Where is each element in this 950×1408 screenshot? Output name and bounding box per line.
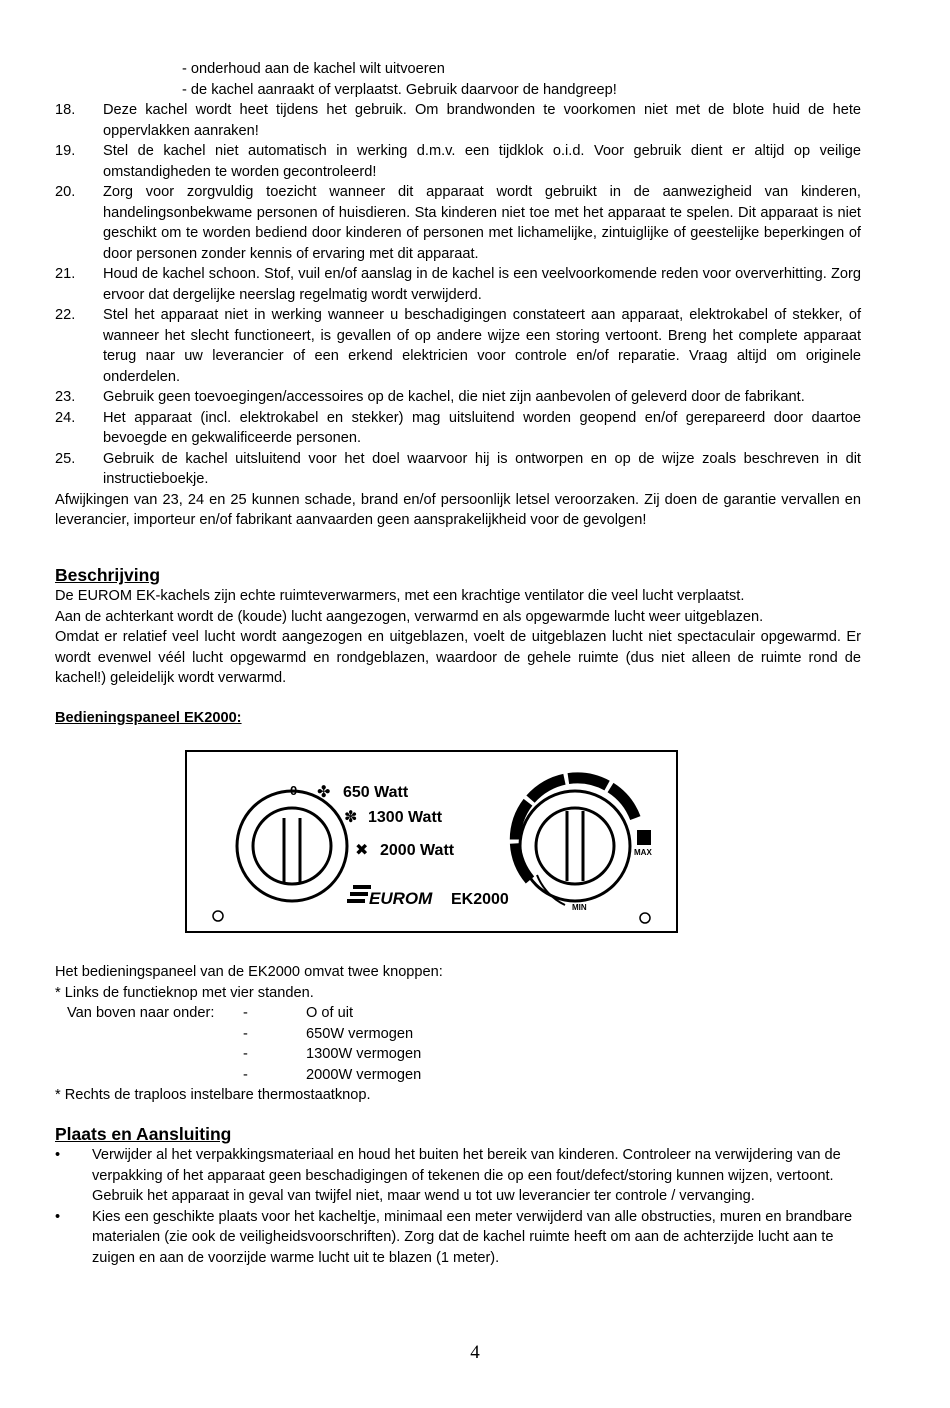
min-label: MIN — [572, 903, 587, 912]
item-text: Gebruik de kachel uitsluitend voor het doel waarvoor hij is ontworpen en op de wijze zoals beschreven in dit instructieboekje. — [103, 450, 861, 487]
bullet-item — [55, 1145, 861, 1207]
dash: - — [243, 1046, 248, 1062]
item-number: 18. — [55, 102, 76, 118]
list-item — [55, 408, 861, 449]
control-panel-diagram — [185, 750, 679, 934]
brand-name: EUROM — [369, 889, 433, 908]
bullet-item — [55, 1207, 861, 1269]
section-plaats — [55, 1123, 861, 1268]
paragraph: * Links de functieknop met vier standen. — [55, 984, 314, 1001]
item-text: Zorg voor zorgvuldig toezicht wanneer dit apparaat wordt gebruikt in de aanwezigheid van kinderen, handelingsonbekwame personen of huisdieren. Sta kinderen niet toe met het apparaat te spelen. Dit apparaat is niet geschikt om te worden bediend door kinderen of personen met lichamelijke, zintuiglijke of geestelijke beperkingen of door personen zonder kennis of ervaring met dit apparaat. — [103, 184, 861, 262]
list-item — [55, 449, 861, 490]
fan-icon: ✖ — [355, 842, 369, 859]
paragraph: Het bedieningspaneel van de EK2000 omvat twee knoppen: — [55, 964, 443, 980]
dash: - — [243, 1005, 248, 1021]
mode-item: 650W vermogen — [306, 1025, 414, 1042]
item-text: Stel het apparaat niet in werking wanneer u beschadigingen constateert aan apparaat, elektrokabel of stekker, of wanneer het slecht functioneert, is gevallen of op andere wijze een storing vertoont. Breng het complete apparaat terug naar uw leverancier of een erkend elektricien voor controle en/of reparatie. Vraag altijd om originele onderdelen. — [103, 307, 861, 385]
item-text: Deze kachel wordt heet tijdens het gebruik. Om brandwonden te voorkomen niet met de blote huid de hete oppervlakken aanraken! — [103, 102, 861, 139]
paragraph: Omdat er relatief veel lucht wordt aangezogen en uitgeblazen, voelt de uitgeblazen lucht niet spectaculair opgewarmd. Er wordt evenwel véél lucht opgewarmd en rondgeblazen, waardoor de gehele ruimte (dus niet alleen de ruimte rond de kachel!) geleidelijk wordt verwarmd. — [55, 629, 861, 686]
list-item — [55, 141, 861, 182]
sub-item: - de kachel aanraakt of verplaatst. Gebruik daarvoor de handgreep! — [182, 81, 617, 98]
item-number: 24. — [55, 409, 76, 426]
dash: - — [243, 1025, 248, 1042]
item-number: 21. — [55, 266, 76, 282]
bullet-text: Verwijder al het verpakkingsmateriaal en houd het buiten het bereik van kinderen. Controleer na verwijdering van de verpakking of het apparaat geen beschadigingen of tekenen die op een fout/defect/storing kunnen wijzen, vertoont. Gebruik het apparaat in geval van twijfel niet, maar wend u tot uw leverancier ter controle / vervanging. — [92, 1147, 841, 1204]
fan-icon: ✽ — [344, 809, 358, 826]
panel-heading: Bedieningspaneel EK2000: — [55, 710, 242, 726]
item-number: 22. — [55, 307, 76, 323]
max-label: MAX — [634, 848, 652, 857]
item-number: 23. — [55, 389, 76, 405]
item-text: Gebruik geen toevoegingen/accessoires op de kachel, die niet zijn aanbevolen of geleverd door de fabrikant. — [103, 389, 805, 405]
item-text: Houd de kachel schoon. Stof, vuil en/of aanslag in de kachel is een veelvoorkomende reden voor oververhitting. Zorg ervoor dat dergelijke neerslag regelmatig wordt verwijderd. — [103, 266, 861, 303]
dash: - — [243, 1066, 248, 1083]
bullet-icon: • — [55, 1147, 61, 1163]
sub-item: - onderhoud aan de kachel wilt uitvoeren — [182, 61, 445, 77]
model-name: EK2000 — [451, 891, 509, 908]
item-text: Het apparaat (incl. elektrokabel en stekker) mag uitsluitend worden geopend en/of gerepareerd door daartoe bevoegde en gekwalificeerde personen. — [103, 409, 861, 446]
bullet-text: Kies een geschikte plaats voor het kacheltje, minimaal een meter verwijderd van alle obstructies, muren en brandbare materialen (zie ook de veiligheidsvoorschriften). Zorg dat de kachel ruimte heeft om aan de achterzijde lucht aan te zuigen en aan de voorzijde warme lucht uit te blazen (1 meter). — [92, 1208, 853, 1266]
power-2000: 2000 Watt — [380, 842, 455, 859]
list-item — [55, 182, 861, 264]
list-item — [55, 305, 861, 387]
list-item — [55, 264, 861, 305]
position-zero: 0 — [290, 783, 298, 798]
page-number: 4 — [470, 1342, 480, 1363]
warning-text: Afwijkingen van 23, 24 en 25 kunnen schade, brand en/of persoonlijk letsel veroorzaken. Zij doen de garantie vervallen en leverancier, importeur en/of fabrikant aanvaarden geen aansprakelijkheid voor de gevolgen! — [55, 491, 861, 528]
item-text: Stel de kachel niet automatisch in werking d.m.v. een tijdklok o.i.d. Voor gebruik dient er altijd op veilige omstandigheden te worden gecontroleerd! — [103, 143, 861, 180]
modes-label: Van boven naar onder: — [67, 1005, 215, 1021]
paragraph: Aan de achterkant wordt de (koude) lucht aangezogen, verwarmd en als opgewarmde lucht weer uitgeblazen. — [55, 608, 764, 625]
fan-icon: ✤ — [317, 784, 331, 801]
mode-item: 2000W vermogen — [306, 1066, 422, 1083]
paragraph: * Rechts de traploos instelbare thermostaatknop. — [55, 1087, 371, 1103]
item-number: 20. — [55, 184, 76, 200]
list-item — [55, 100, 861, 141]
section-title: Plaats en Aansluiting — [55, 1124, 232, 1144]
safety-list — [55, 59, 861, 531]
list-item — [55, 387, 861, 408]
section-title: Beschrijving — [55, 565, 161, 585]
section-beschrijving — [55, 564, 861, 689]
mode-item: O of uit — [306, 1005, 354, 1021]
panel-heading-wrap — [55, 708, 861, 729]
mode-item: 1300W vermogen — [306, 1046, 422, 1062]
item-number: 25. — [55, 450, 76, 467]
power-650: 650 Watt — [343, 784, 409, 801]
modes-list — [55, 1003, 861, 1085]
panel-description — [55, 962, 861, 1106]
item-number: 19. — [55, 143, 76, 159]
paragraph: De EUROM EK-kachels zijn echte ruimteverwarmers, met een krachtige ventilator die veel lucht verplaatst. — [55, 588, 745, 604]
power-1300: 1300 Watt — [368, 809, 443, 826]
bullet-icon: • — [55, 1208, 61, 1225]
